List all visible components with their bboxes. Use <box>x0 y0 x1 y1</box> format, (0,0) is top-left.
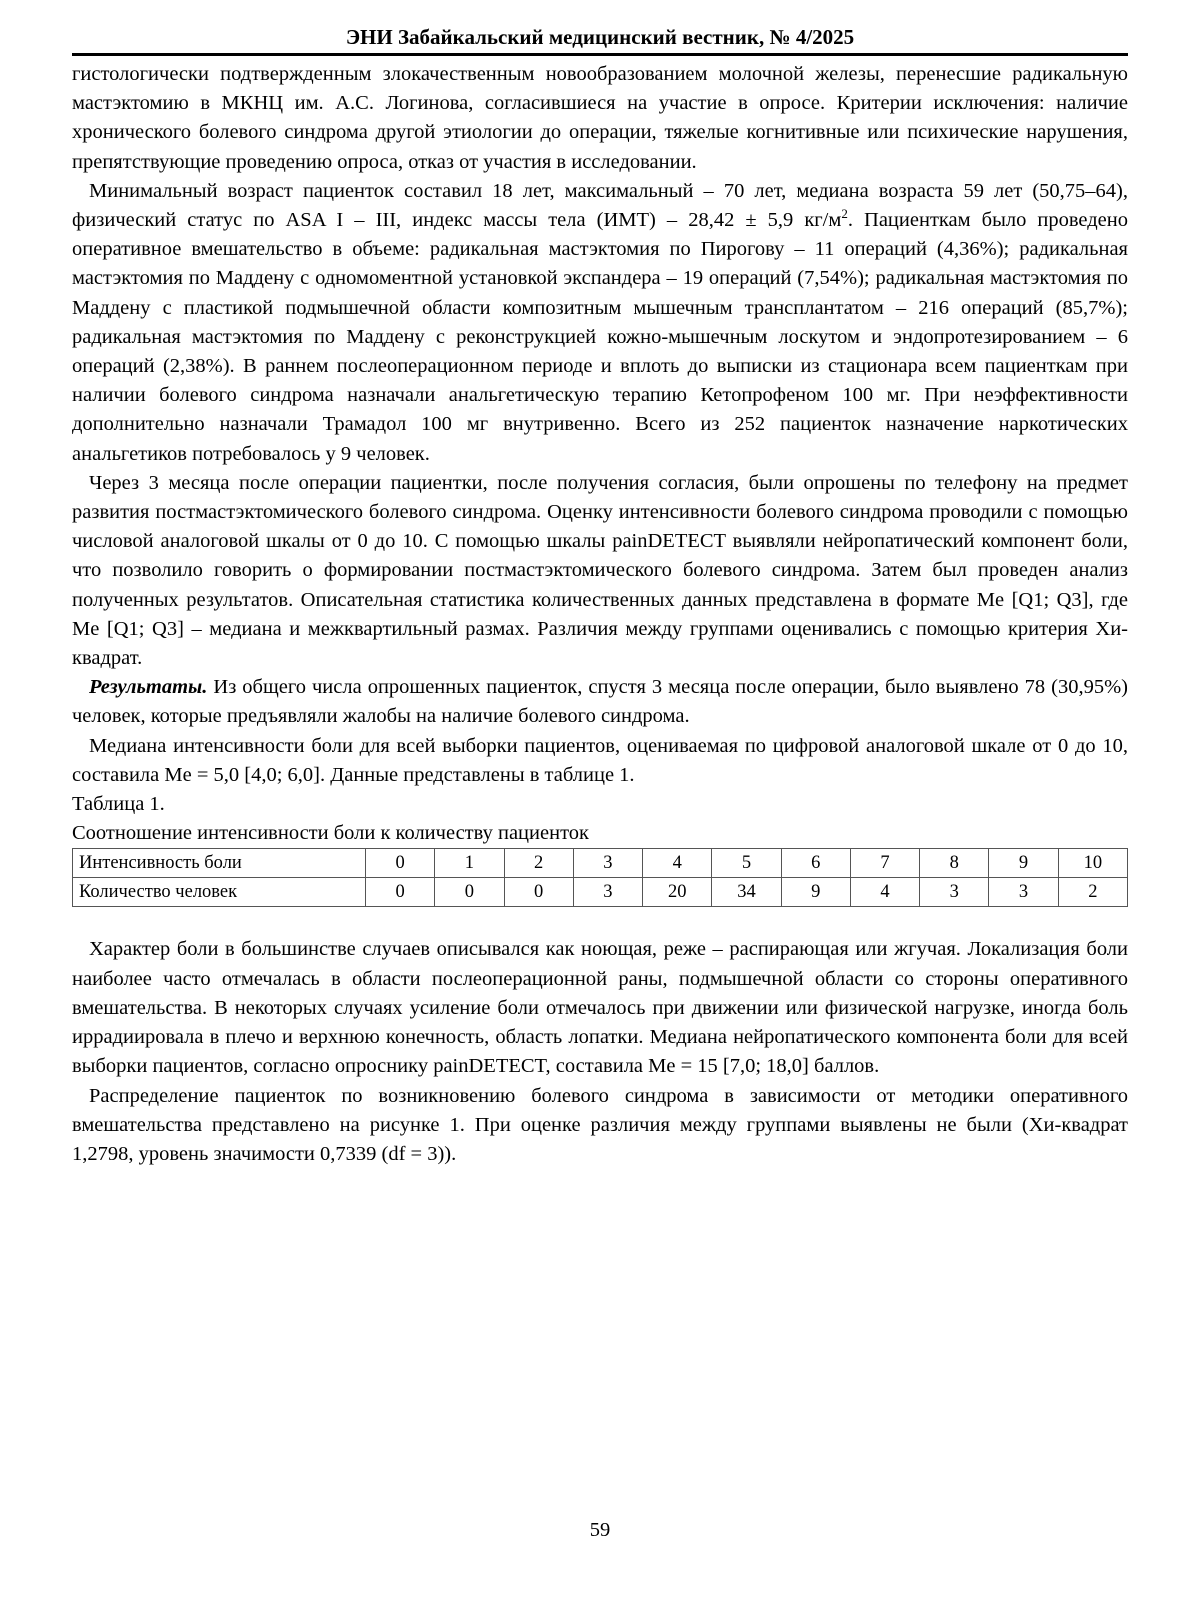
table-cell: 0 <box>366 878 435 907</box>
paragraph-inclusion-criteria: гистологически подтвержденным злокачественным новообразованием молочной железы, перенесшие радикальную мастэктомию в МКНЦ им. А.С. Логинова, согласившиеся на участие в опросе. Критерии исключения: наличие хронического болевого синдрома другой этиологии до операции, тяжелые когнитивные или психические нарушения, препятствующие проведению опроса, отказ от участия в исследовании. <box>72 63 1128 173</box>
paragraph-patient-characteristics-part1: Минимальный возраст пациенток составил 18 лет, максимальный – 70 лет, медиана возраста 59 лет (50,75–64), физический статус по ASA I – III, индекс массы тела (ИМТ) – 28,42 ± 5,9 кг/м <box>72 179 1128 232</box>
paragraph-methods: Через 3 месяца после операции пациентки, после получения согласия, были опрошены по телефону на предмет развития постмастэктомического болевого синдрома. Оценку интенсивности болевого синдрома проводили с помощью числовой аналоговой шкалы от 0 до 10. С помощью шкалы painDETECT выявляли нейропатический компонент боли, что позволило говорить о формировании постмастэктомического болевого синдрома. Затем был проведен анализ полученных результатов. Описательная статистика количественных данных представлена в формате Me [Q1; Q3], где Me [Q1; Q3] – медиана и межквартильный размах. Различия между группами оценивались с помощью критерия Хи-квадрат. <box>72 471 1128 670</box>
paragraph-distribution: Распределение пациенток по возникновению болевого синдрома в зависимости от методики оперативного вмешательства представлено на рисунке 1. При оценке различия между группами выявлены не были (Хи-квадрат 1,2798, уровень значимости 0,7339 (df = 3)). <box>72 1084 1128 1165</box>
table-cell: 9 <box>989 849 1058 878</box>
table-cell: 3 <box>920 878 989 907</box>
table-cell: 3 <box>573 878 642 907</box>
table-cell: 6 <box>781 849 850 878</box>
table-cell: 2 <box>504 849 573 878</box>
table-cell: 3 <box>989 878 1058 907</box>
results-text: Из общего числа опрошенных пациенток, спустя 3 месяца после операции, было выявлено 78 (30,95%) человек, которые предъявляли жалобы на наличие болевого синдрома. <box>72 676 1128 728</box>
page <box>72 0 1128 1600</box>
table-spacer <box>72 907 1128 935</box>
paragraph-pain-median: Медиана интенсивности боли для всей выборки пациентов, оцениваемая по цифровой аналоговой шкале от 0 до 10, составила Me = 5,0 [4,0; 6,0]. Данные представлены в таблице 1. <box>72 734 1128 786</box>
paragraph-patient-characteristics <box>72 177 1128 469</box>
paragraph-pain-character: Характер боли в большинстве случаев описывался как ноющая, реже – распирающая или жгучая. Локализация боли наиболее часто отмечалась в области послеоперационной раны, подмышечной области со стороны оперативного вмешательства. В некоторых случаях усиление боли отмечалось при движении или физической нагрузке, иногда боль иррадиировала в плечо и верхнюю конечность, область лопатки. Медиана нейропатического компонента боли для всей выборки пациентов, согласно опроснику painDETECT, составила Me = 15 [7,0; 18,0] баллов. <box>72 938 1128 1078</box>
table-caption: Таблица 1. <box>72 793 165 816</box>
table-cell: 2 <box>1058 878 1127 907</box>
page-number: 59 <box>589 1519 611 1541</box>
table-row-label: Интенсивность боли <box>73 849 366 878</box>
table-cell: 9 <box>781 878 850 907</box>
table-cell: 4 <box>643 849 712 878</box>
table-cell: 10 <box>1058 849 1127 878</box>
table-row <box>73 878 1128 907</box>
table-row <box>73 849 1128 878</box>
table-row-label: Количество человек <box>73 878 366 907</box>
paragraph-patient-characteristics-part2: . Пациенткам было проведено оперативное вмешательство в объеме: радикальная мастэктомия по Пирогову – 11 операций (4,36%); радикальная мастэктомия по Маддену с одномоментной установкой экспандера – 19 операций (7,54%); радикальная мастэктомия по Маддену с пластикой подмышечной области композитным мышечным трансплантатом – 216 операций (85,7%); радикальная мастэктомия по Маддену с реконструкцией кожно-мышечным лоскутом и эндопротезированием – 6 операций (2,38%). В раннем послеоперационном периоде и вплоть до выписки из стационара всем пациенткам при наличии болевого синдрома назначали анальгетическую терапию Кетопрофеном 100 мг. При неэффективности дополнительно назначали Трамадол 100 мг внутривенно. Всего из 252 пациенток назначение наркотических анальгетиков потребовалось у 9 человек. <box>72 209 1128 465</box>
superscript-squared: 2 <box>841 206 848 222</box>
table-cell: 0 <box>504 878 573 907</box>
header-rule <box>72 53 1128 56</box>
article-body <box>72 60 1128 1169</box>
table-cell: 7 <box>850 849 919 878</box>
table-cell: 0 <box>366 849 435 878</box>
journal-header: ЭНИ Забайкальский медицинский вестник, № 4/2025 <box>345 25 855 49</box>
table-cell: 3 <box>573 849 642 878</box>
pain-intensity-table <box>72 848 1128 907</box>
paragraph-results <box>72 673 1128 731</box>
table-cell: 5 <box>712 849 781 878</box>
table-cell: 4 <box>850 878 919 907</box>
table-title: Соотношение интенсивности боли к количеству пациенток <box>72 822 589 845</box>
results-heading: Результаты. <box>89 676 208 699</box>
table-cell: 34 <box>712 878 781 907</box>
table-cell: 20 <box>643 878 712 907</box>
table-cell: 1 <box>435 849 504 878</box>
table-cell: 8 <box>920 849 989 878</box>
table-cell: 0 <box>435 878 504 907</box>
